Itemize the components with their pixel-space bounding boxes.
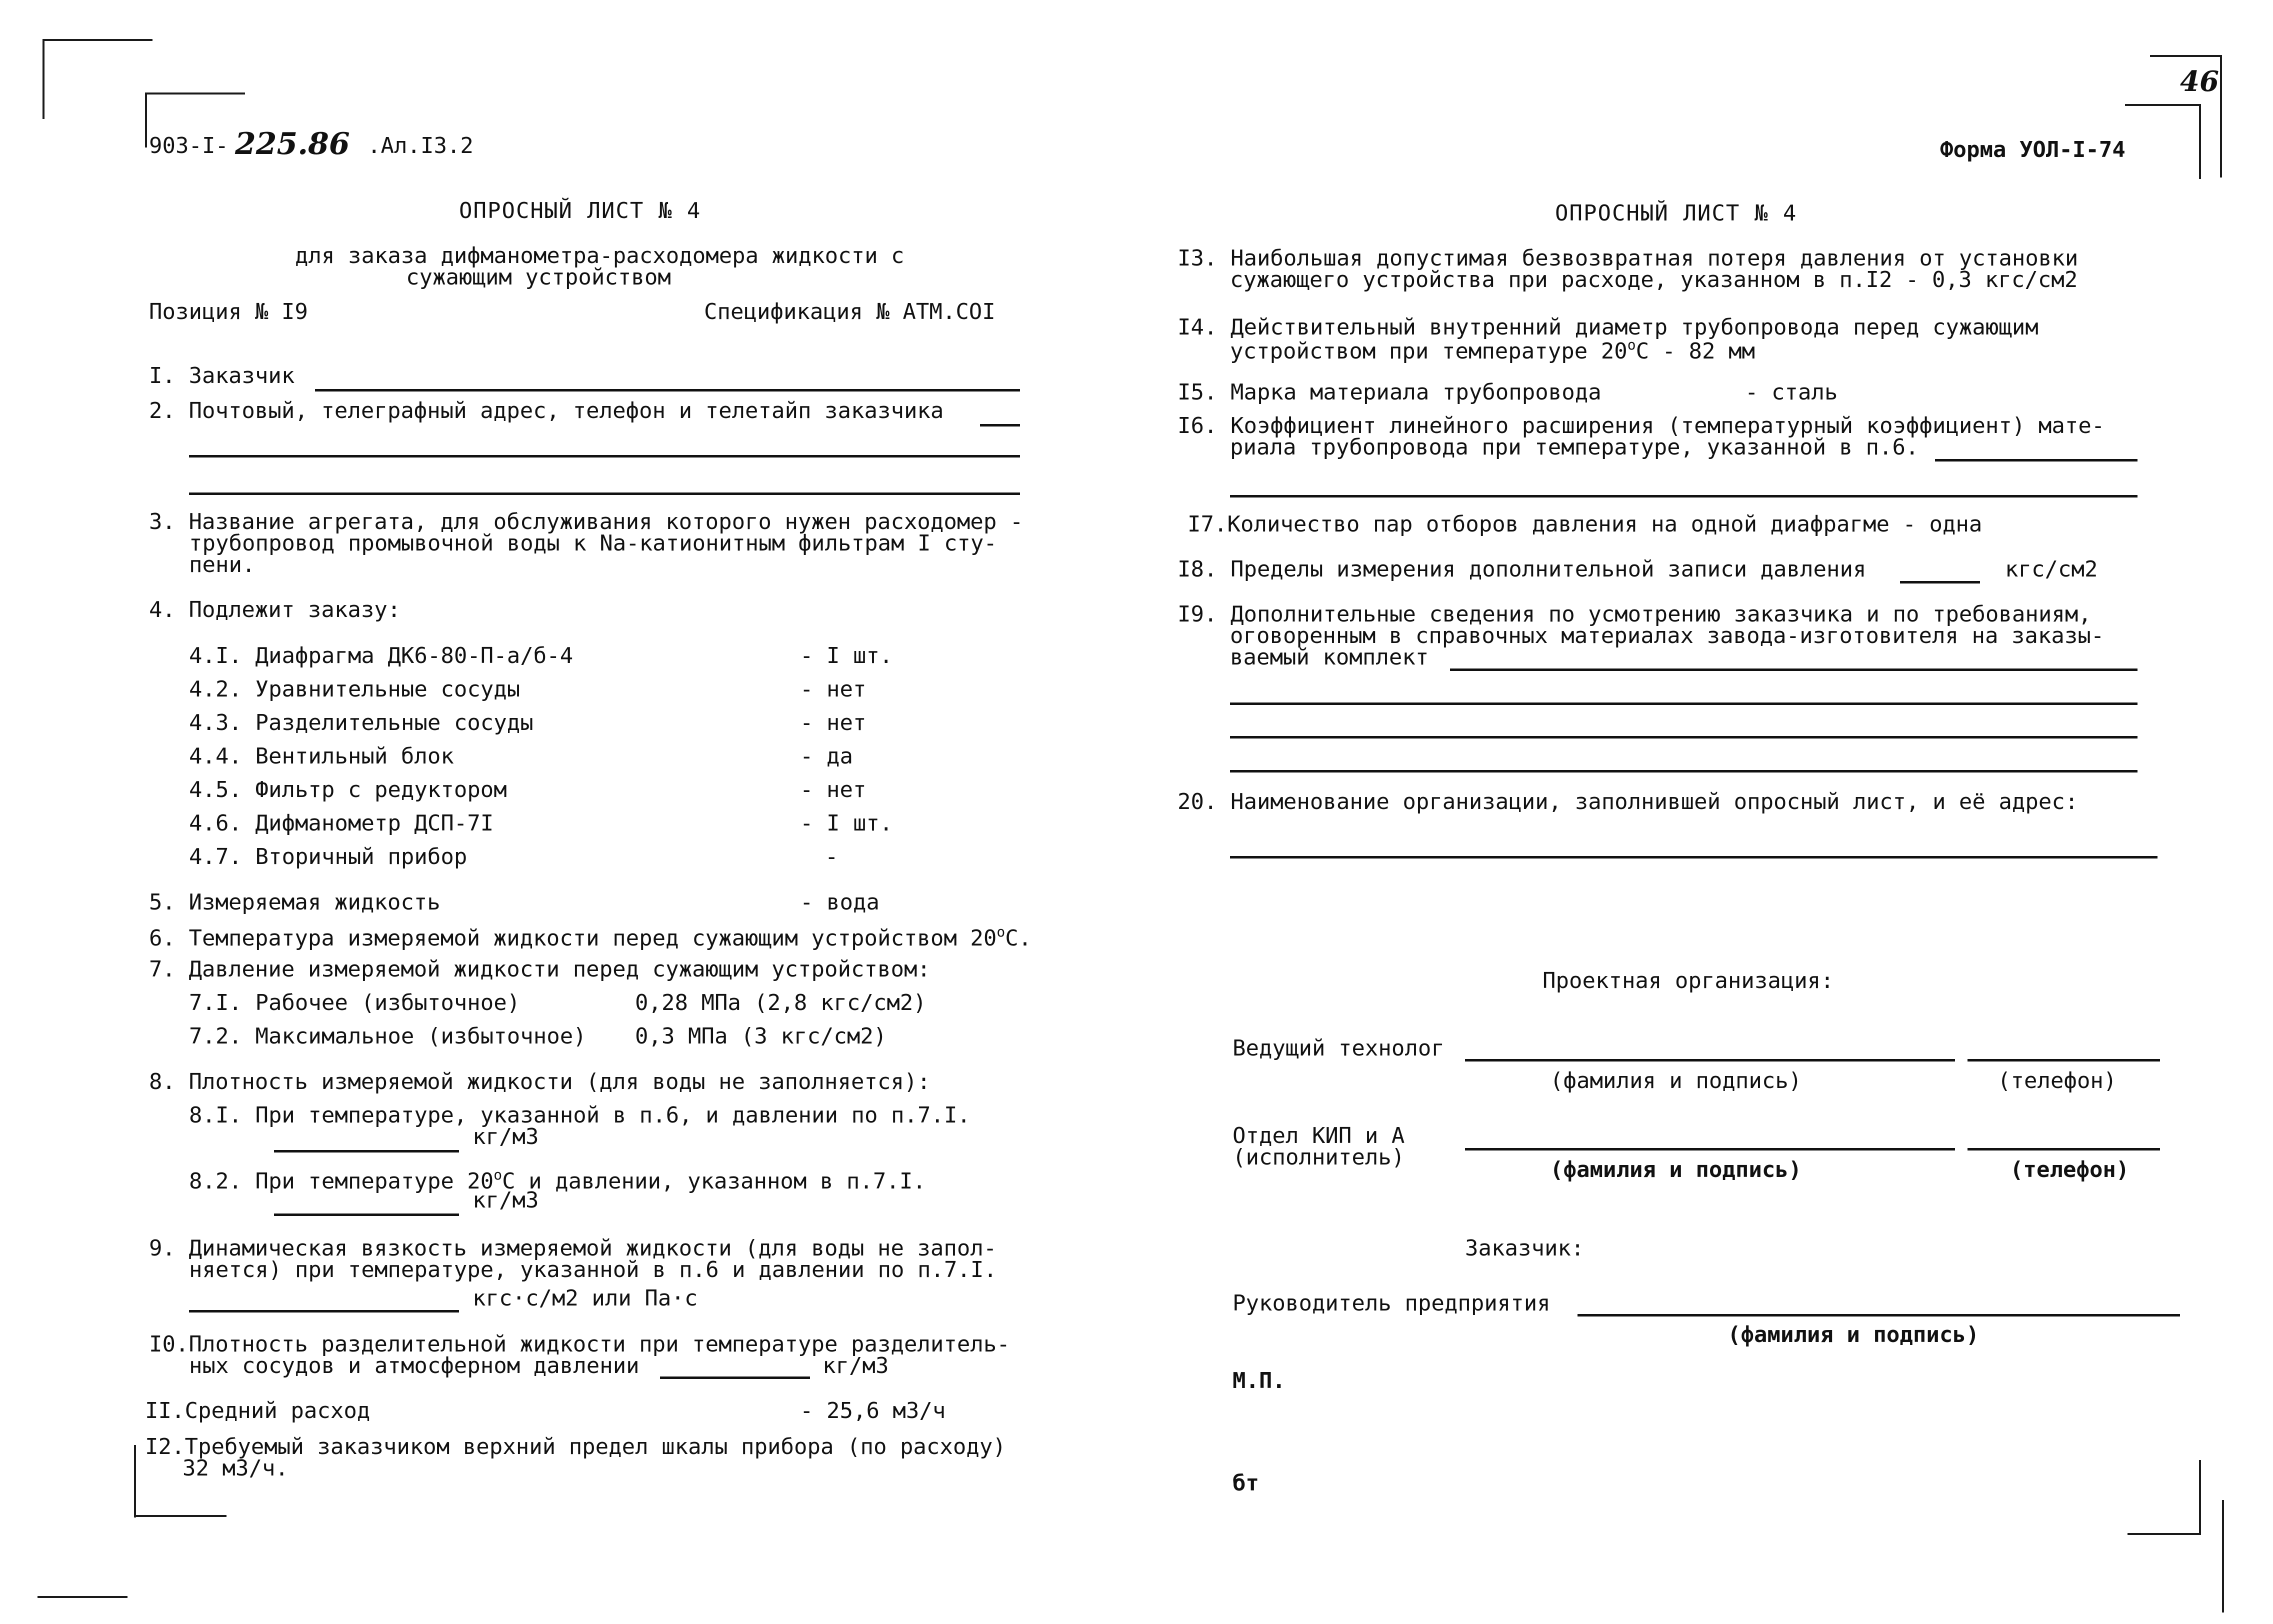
doc-number-prefix: 903-I- [149,133,228,158]
order-row: 4.7. Вторичный прибор [189,844,468,870]
frame-mark-left-bottom [134,1445,136,1518]
order-row: 4.3. Разделительные сосуды [189,710,534,736]
left-title: ОПРОСНЫЙ ЛИСТ № 4 [459,198,702,224]
order-row: 4.2. Уравнительные сосуды [189,676,520,702]
item-12-line-2: 32 м3/ч. [182,1456,288,1481]
lead-tech-phone-caption: (телефон) [1998,1068,2117,1094]
item-10-line-2: ных сосудов и атмосферном давлении [189,1353,640,1378]
frame-mark-left [42,39,44,119]
item-18-limits: I8. Пределы измерения дополнительной записи давления [1178,556,1866,582]
item-10-field-line [660,1376,810,1379]
order-row: 4.I. Диафрагма ДК6-80-П-а/б-4 [189,643,574,668]
item-6-temperature: 6. Температура измеряемой жидкости перед сужающим устройством 20$^o$С. [149,924,1032,951]
item-9-line-1: 9. Динамическая вязкость измеряемой жидкости (для воды не запол- [149,1236,997,1261]
lead-tech-phone-line [1968,1059,2160,1062]
kip-phone-caption: (телефон) [2010,1157,2130,1182]
frame-mark-inner-top [145,92,245,94]
address-field-line-2 [189,455,1020,458]
item-15-material: I5. Марка материала трубопровода [1178,380,1602,405]
item-19-line-1: I9. Дополнительные сведения по усмотрению заказчика и по требованиям, [1178,602,2092,627]
order-row-value: - нет [800,710,866,736]
frame-mark-inner-right-v [2199,104,2201,179]
item-8-1: 8.I. При температуре, указанной в п.6, и давлении по п.7.I. [189,1102,970,1128]
lead-tech-fio-caption: (фамилия и подпись) [1550,1068,1802,1094]
order-row-value: - да [800,744,853,769]
item-9-unit: кгс·с/м2 или Па·с [472,1286,698,1311]
item-5-value: - вода [800,890,880,915]
enterprise-head-fio-caption: (фамилия и подпись) [1728,1322,1980,1348]
item-16-line-2: риала трубопровода при температуре, указанной в п.6. [1230,434,1919,460]
item-7-1-value: 0,28 МПа (2,8 кгс/см2) [635,990,926,1016]
item-18-unit: кгс/см2 [2005,556,2098,582]
item-20-field-line [1230,856,2158,858]
item-11-avg-flow: II.Средний расход [145,1398,370,1424]
footer-mark: бт [1232,1470,1259,1496]
item-3-line-3: пени. [189,552,256,578]
lead-technologist-label: Ведущий технолог [1232,1036,1444,1061]
kip-dept-label-1: Отдел КИП и А [1232,1123,1405,1148]
item-9-line-2: няется) при температуре, указанной в п.6 и давлении по п.7.I. [189,1257,997,1282]
address-field-line-3 [189,492,1020,495]
order-row-value: - [825,844,838,870]
item-20-org: 20. Наименование организации, заполнившей опросный лист, и её адрес: [1178,789,2078,814]
lead-tech-signature-line [1465,1059,1955,1062]
order-row-value: - I шт. [800,810,893,836]
frame-mark-bottom-left [38,1596,128,1598]
album-number: .Ал.I3.2 [368,133,474,158]
frame-mark-right-bottom-outer [2222,1500,2224,1612]
item-7-2-value: 0,3 МПа (3 кгс/см2) [635,1024,887,1049]
frame-mark-right-bottom-h [2128,1533,2201,1535]
item-8-2: 8.2. При температуре 20$^o$С и давлении, указанном в п.7.I. [189,1166,926,1194]
item-17-pairs: I7.Количество пар отборов давления на одной диафрагме - одна [1188,512,1982,537]
enterprise-head-label: Руководитель предприятия [1232,1290,1550,1316]
item-16-field-line-2 [1230,495,2138,498]
order-row: 4.4. Вентильный блок [189,744,454,769]
kip-phone-line [1968,1148,2160,1150]
item-8-2-unit: кг/м3 [472,1188,539,1213]
item-8-density: 8. Плотность измеряемой жидкости (для воды не заполняется): [149,1069,930,1094]
frame-mark-top-right [2150,55,2220,57]
design-org-heading: Проектная организация: [1542,968,1834,994]
item-14-line-2: устройством при температуре 20$^o$С - 82 мм [1230,336,1755,364]
order-row-value: - нет [800,676,866,702]
item-10-unit: кг/м3 [822,1353,889,1378]
item-19-field-line-4 [1230,770,2138,772]
frame-mark-right-bottom [2199,1460,2201,1535]
enterprise-head-line [1578,1314,2180,1316]
item-1-customer: I. Заказчик [149,363,295,388]
kip-dept-label-2: (исполнитель) [1232,1144,1405,1170]
item-15-value: - сталь [1745,380,1838,405]
left-subtitle-2: сужающим устройством [406,264,671,290]
item-19-line-3: ваемый комплект [1230,644,1429,670]
item-8-2-field-line [274,1214,459,1216]
item-13-line-2: сужающего устройства при расходе, указанном в п.I2 - 0,3 кгс/см2 [1230,267,2078,292]
item-16-field-line-1 [1935,459,2138,462]
customer-field-line [315,389,1020,392]
item-8-1-unit: кг/м3 [472,1124,539,1150]
item-7-pressure: 7. Давление измеряемой жидкости перед сужающим устройством: [149,956,930,982]
frame-mark-top-left [42,39,152,41]
seal-mark: М.П. [1232,1368,1286,1394]
item-4-header: 4. Подлежит заказу: [149,597,401,622]
order-row-value: - нет [800,777,866,802]
kip-fio-caption: (фамилия и подпись) [1550,1157,1802,1182]
item-19-field-line-2 [1230,702,2138,705]
item-18-field-line [1900,581,1980,584]
item-19-line-2: оговоренным в справочных материалах завода-изготовителя на заказы- [1230,623,2104,648]
item-3-line-2: трубопровод промывочной воды к Nа-катионитным фильтрам I сту- [189,530,997,556]
item-10-line-1: I0.Плотность разделительной жидкости при температуре разделитель- [149,1332,1010,1357]
item-2-address: 2. Почтовый, телеграфный адрес, телефон и телетайп заказчика [149,398,944,424]
order-row-value: - I шт. [800,643,893,668]
item-8-1-field-line [274,1150,459,1152]
form-code: Форма УОЛ-I-74 [1940,137,2126,162]
frame-mark-right [2220,55,2222,178]
frame-mark-inner-left [145,92,147,148]
item-5-liquid: 5. Измеряемая жидкость [149,890,440,915]
frame-mark-left-bottom-h [134,1515,226,1517]
page-number: 46 [2180,65,2219,98]
item-14-line-1: I4. Действительный внутренний диаметр трубопровода перед сужающим [1178,314,2038,340]
item-11-value: - 25,6 м3/ч [800,1398,946,1424]
order-row: 4.6. Дифманометр ДСП-7I [189,810,494,836]
order-row: 4.5. Фильтр с редуктором [189,777,507,802]
address-field-line-1 [980,424,1020,426]
spec-label: Спецификация № АТМ.СОI [704,299,996,324]
frame-mark-inner-right [2125,104,2201,106]
position-label: Позиция № I9 [149,299,308,324]
item-7-1-working: 7.I. Рабочее (избыточное) [189,990,520,1016]
item-3-line-1: 3. Название агрегата, для обслуживания которого нужен расходомер - [149,509,1024,534]
customer-heading: Заказчик: [1465,1236,1584,1261]
right-title: ОПРОСНЫЙ ЛИСТ № 4 [1555,200,1798,226]
item-7-2-max: 7.2. Максимальное (избыточное) [189,1024,586,1049]
kip-signature-line [1465,1148,1955,1150]
item-13-line-1: I3. Наибольшая допустимая безвозвратная потеря давления от установки [1178,246,2078,271]
item-12-line-1: I2.Требуемый заказчиком верхний предел шкалы прибора (по расходу) [145,1434,1006,1460]
doc-number-handwritten: 225.86 [235,126,350,162]
item-9-field-line [189,1310,459,1312]
item-19-field-line-3 [1230,736,2138,738]
item-19-field-line-1 [1450,668,2138,671]
left-subtitle-1: для заказа дифманометра-расходомера жидкости с [295,243,904,268]
item-16-line-1: I6. Коэффициент линейного расширения (температурный коэффициент) мате- [1178,413,2105,438]
